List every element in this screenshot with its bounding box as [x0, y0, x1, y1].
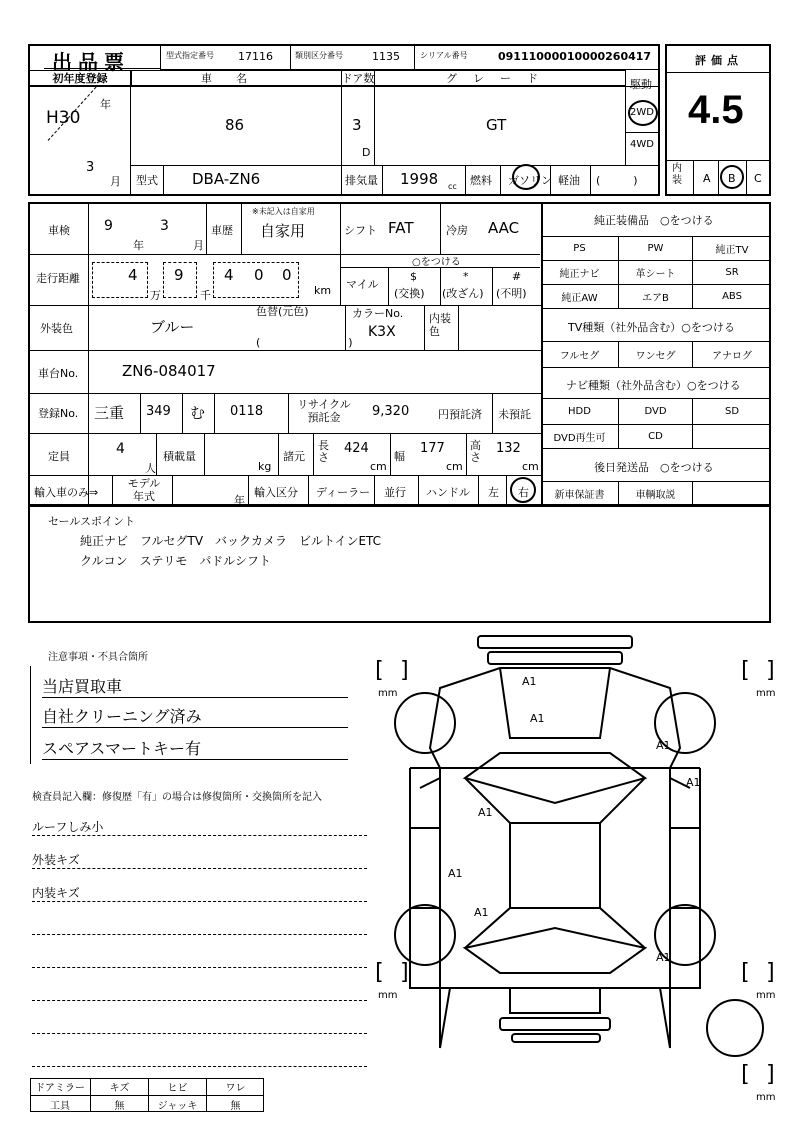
row1-bottom — [28, 254, 342, 255]
car-diagram — [370, 628, 780, 1098]
interior-sep-2 — [746, 160, 747, 196]
tread-unit-fl: mm — [378, 688, 398, 699]
exterior-label: 外装色 — [40, 322, 73, 335]
mileage-digit-2: 9 — [174, 266, 184, 284]
plate-region: 三重 — [94, 404, 125, 422]
dollar-sep — [440, 267, 441, 306]
damage-mark-3: A1 — [656, 739, 671, 752]
plate-sep-3 — [214, 393, 215, 433]
nav-title: ナビ種類（社外品含む）○をつける — [566, 379, 741, 392]
displacement-label: 排気量 — [345, 174, 378, 187]
inspector-line-3: 内装キズ — [32, 884, 367, 902]
color-no-value: K3X — [368, 324, 396, 340]
inspection-month: 3 — [160, 218, 169, 234]
equip-row3-3: ABS — [692, 284, 771, 308]
plate-sep-2 — [182, 393, 183, 433]
plate-number: 0118 — [230, 404, 264, 419]
width-sep — [390, 433, 391, 475]
score-value: 4.5 — [688, 88, 744, 132]
row3-bottom — [28, 350, 541, 351]
handle-selected-circle — [510, 477, 536, 503]
serial-value: 09111000010000260417 — [498, 50, 652, 63]
reg-row-sep — [130, 165, 660, 166]
bottom-header-cell-3: ヒビ — [148, 1078, 206, 1095]
extra-option-1: DVD再生可 — [541, 424, 618, 448]
inspection-month-unit: 月 — [193, 239, 204, 252]
mileage-digit-5: 0 — [282, 266, 292, 284]
dealer-label: ディーラー — [316, 486, 371, 499]
model-sep — [341, 165, 342, 196]
history-value: 自家用 — [260, 222, 306, 240]
orig-color-label: 色替(元色) — [256, 305, 309, 318]
history-note: ※未記入は自家用 — [252, 207, 315, 216]
interior-sep-1 — [718, 160, 719, 196]
star-sep — [492, 267, 493, 306]
parallel-label: 並行 — [384, 486, 406, 499]
notes-label: 注意事項・不具合箇所 — [48, 652, 148, 663]
drive-2wd: 2WD — [630, 107, 654, 118]
reg-label-bottom — [28, 86, 660, 87]
page-title: 出品票 — [52, 50, 130, 74]
bottom-header-cell-4: ワレ — [206, 1078, 264, 1095]
plate-sep-5 — [492, 393, 493, 433]
chassis-label: 車台No. — [38, 367, 79, 380]
length-unit: cm — [370, 460, 387, 473]
grade-value: GT — [486, 116, 507, 134]
displacement-value: 1998 — [400, 170, 439, 188]
tread-bracket-spare: [ ] — [738, 1062, 778, 1087]
right-label: 右 — [518, 486, 529, 499]
mileage-sen-unit: 千 — [200, 289, 211, 302]
star-sub: (改ざん) — [442, 287, 484, 300]
extra-option-3 — [692, 424, 771, 448]
tv-option-1: フルセグ — [541, 341, 618, 367]
inspection-label-sep — [88, 202, 89, 506]
plate-label: 登録No. — [38, 407, 79, 420]
tread-unit-rl: mm — [378, 990, 398, 1001]
mile-label: マイル — [346, 278, 379, 291]
left-sep — [478, 475, 479, 506]
drive-selected-circle — [628, 100, 658, 126]
car-name-value: 86 — [225, 116, 245, 134]
width-label: 幅 — [394, 450, 405, 463]
note-line-3: スペアスマートキー有 — [42, 736, 348, 760]
tv-option-3: アナログ — [692, 341, 771, 367]
equip-row2-3: SR — [692, 260, 771, 284]
height-label: 高さ — [470, 439, 481, 464]
interior-color-sep — [424, 305, 425, 351]
load-unit: kg — [258, 460, 272, 473]
doors-suffix: D — [362, 146, 371, 159]
recycle-unit: 円預託済 — [438, 408, 482, 421]
inspector-label: 検査員記入欄：修復歴「有」の場合は修復箇所・交換箇所を記入 — [32, 792, 322, 803]
ac-label: 冷房 — [446, 224, 468, 237]
reg-col-sep-1 — [130, 70, 131, 196]
equip-row1-2: PW — [618, 236, 692, 260]
bottom-header-cell-2: キズ — [90, 1078, 148, 1095]
diesel-paren: ( ) — [596, 174, 638, 187]
first-reg-label: 初年度登録 — [28, 70, 132, 86]
left-label: 左 — [488, 486, 499, 499]
damage-mark-7: A1 — [474, 906, 489, 919]
parallel-sep — [374, 475, 375, 506]
exterior-color-value: ブルー — [150, 318, 195, 336]
category-label: 類別区分番号 — [295, 51, 343, 60]
bottom-row-cell-1: 工具 — [30, 1095, 90, 1112]
equip-row1-3: 純正TV — [692, 236, 771, 260]
import-type-label: 輸入区分 — [254, 486, 298, 499]
interior-c: C — [754, 172, 762, 185]
height-sep — [466, 433, 467, 475]
mileage-digit-box-1 — [92, 262, 148, 298]
inspector-line-6 — [32, 983, 367, 1001]
first-reg-era: H30 — [46, 108, 81, 128]
orig-color-paren: ( ) — [256, 336, 353, 349]
dollar-label: $ — [410, 270, 417, 283]
diesel-label-sep — [590, 165, 591, 196]
hash-label: # — [512, 270, 522, 283]
interior-color-label: 内装色 — [429, 312, 451, 338]
model-label-sep — [163, 165, 164, 196]
inspector-line-4 — [32, 917, 367, 935]
sales-points-line-1: 純正ナビ フルセグTV バックカメラ ビルトインETC — [80, 534, 382, 548]
handle-label: ハンドル — [426, 486, 470, 499]
right-sep — [506, 475, 507, 506]
displacement-unit: cc — [448, 182, 457, 191]
score-label-sep — [665, 72, 771, 73]
bottom-row-cell-3: ジャッキ — [148, 1095, 206, 1112]
ac-sep — [440, 202, 441, 254]
model-label: 型式 — [136, 174, 158, 187]
recycle-label: リサイクル預託金 — [297, 398, 351, 424]
displacement-label-sep — [382, 165, 383, 196]
car-name-label: 車名 — [130, 70, 342, 86]
mileage-digit-4: 0 — [254, 266, 264, 284]
fuel-selected-circle — [512, 164, 540, 190]
height-value: 132 — [496, 441, 521, 456]
serial-label: シリアル番号 — [420, 51, 468, 60]
damage-mark-8: A1 — [656, 951, 671, 964]
equip-row2-1: 純正ナビ — [541, 260, 618, 284]
inspection-label: 車検 — [48, 224, 70, 237]
dims-label-sep — [313, 433, 314, 475]
plate-class: 349 — [146, 404, 171, 419]
mileage-circle-note: ○をつける — [412, 257, 461, 268]
import-label: 輸入車のみ⇒ — [34, 486, 99, 499]
month-unit: 月 — [110, 175, 121, 188]
note-line-1: 当店買取車 — [42, 674, 348, 698]
damage-mark-2: A1 — [530, 712, 545, 725]
inspection-year: 9 — [104, 218, 113, 234]
drive-label: 駆動 — [630, 78, 652, 91]
model-year-label: モデル年式 — [127, 477, 161, 503]
tread-unit-fr: mm — [756, 688, 776, 699]
capacity-value: 4 — [116, 441, 125, 457]
note-line-2: 自社クリーニング済み — [42, 704, 348, 728]
capacity-sep — [156, 433, 157, 475]
score-label: 評価点 — [695, 54, 743, 67]
tread-bracket-fr: [ ] — [738, 658, 778, 683]
recycle-amount: 9,320 — [372, 404, 410, 419]
doors-label: ドア数 — [341, 72, 375, 85]
damage-mark-4: A1 — [686, 776, 701, 789]
tv-section-top — [541, 308, 771, 309]
bottom-row-cell-2: 無 — [90, 1095, 148, 1112]
fuel-label-sep — [500, 165, 501, 196]
equip-row2-2: 革シート — [618, 260, 692, 284]
dollar-sub: (交換) — [394, 287, 425, 300]
import-year-unit: 年 — [234, 494, 245, 507]
diesel-label: 軽油 — [558, 174, 580, 187]
width-unit: cm — [446, 460, 463, 473]
mile-sep — [388, 267, 389, 306]
category-value: 1135 — [372, 50, 400, 63]
mileage-man-unit: 万 — [150, 289, 161, 302]
bottom-header-cell-1: ドアミラー — [35, 1083, 85, 1094]
chassis-value: ZN6-084017 — [122, 362, 216, 380]
damage-mark-6: A1 — [448, 867, 463, 880]
capacity-label: 定員 — [48, 450, 70, 463]
row5-bottom — [28, 433, 541, 434]
tv-title: TV種類（社外品含む）○をつける — [568, 321, 735, 334]
fuel-label: 燃料 — [470, 174, 492, 187]
row6-bottom — [28, 475, 541, 476]
later-option-3 — [692, 481, 771, 505]
later-option-1: 新車保証書 — [541, 481, 618, 505]
extra-option-2: CD — [618, 424, 692, 448]
plate-kana: む — [190, 404, 206, 422]
mileage-digit-3: 4 — [224, 266, 234, 284]
inspector-line-5 — [32, 950, 367, 968]
sales-points-label: セールスポイント — [48, 515, 136, 528]
inspector-line-2: 外装キズ — [32, 851, 367, 869]
tread-bracket-fl: [ ] — [372, 658, 412, 683]
load-label-sep — [204, 433, 205, 475]
model-value: DBA-ZN6 — [192, 170, 261, 188]
later-option-2: 車輌取説 — [618, 481, 692, 505]
inspector-line-1: ルーフしみ小 — [32, 818, 367, 836]
inspector-line-8 — [32, 1049, 367, 1067]
history-label: 車歴 — [211, 224, 233, 237]
tread-bracket-rr: [ ] — [738, 960, 778, 985]
star-label: * — [463, 270, 469, 283]
later-title: 後日発送品 ○をつける — [594, 461, 714, 474]
mileage-label: 走行距離 — [36, 272, 80, 285]
fuel-sep — [550, 165, 551, 196]
equip-row3-1: 純正AW — [541, 284, 618, 308]
interior-selected-circle — [720, 165, 744, 189]
color-no-label: カラーNo. — [352, 307, 404, 320]
sales-points-line-2: クルコン ステリモ パドルシフト — [80, 554, 271, 568]
damage-mark-5: A1 — [478, 806, 493, 819]
load-label: 積載量 — [163, 450, 196, 463]
inspection-year-unit: 年 — [133, 239, 144, 252]
interior-label: 内装 — [672, 163, 682, 186]
recycle-unpaid: 未預託 — [498, 408, 531, 421]
damage-mark-1: A1 — [522, 675, 537, 688]
displacement-sep — [465, 165, 466, 196]
interior-color-val-sep — [458, 305, 459, 351]
grade-label: グレード — [374, 70, 626, 86]
plate-sep-1 — [140, 393, 141, 433]
row4-bottom — [28, 393, 541, 394]
shift-value: FAT — [388, 219, 414, 237]
header-sep-2 — [414, 44, 415, 70]
doors-value: 3 — [352, 116, 362, 134]
interior-a: A — [703, 172, 711, 185]
bottom-row-cell-4: 無 — [206, 1095, 264, 1112]
drive-sep — [625, 132, 660, 133]
history-label-sep — [241, 202, 242, 254]
equip-row1-1: PS — [541, 236, 618, 260]
type-designation-value: 17116 — [238, 50, 273, 63]
nav-option-3: SD — [692, 398, 771, 424]
first-reg-month: 3 — [86, 160, 95, 175]
tread-bracket-rl: [ ] — [372, 960, 412, 985]
nav-option-2: DVD — [618, 398, 692, 424]
import-type-sep — [248, 475, 249, 506]
height-unit: cm — [522, 460, 539, 473]
mileage-km-unit: km — [314, 284, 332, 297]
color-no-sep — [345, 305, 346, 351]
dims-sep — [278, 433, 279, 475]
ac-value: AAC — [488, 219, 520, 237]
drive-4wd: 4WD — [630, 139, 654, 150]
later-section-top — [541, 448, 771, 449]
handle-sep — [418, 475, 419, 506]
fuel-value: ガソリン — [508, 174, 552, 187]
tread-unit-spare: mm — [756, 1092, 776, 1103]
interior-b: B — [728, 172, 736, 185]
history-sep — [206, 202, 207, 254]
reg-col-sep-2 — [341, 70, 342, 166]
length-label: 長さ — [318, 439, 329, 464]
import-label-sep — [112, 475, 113, 506]
tv-option-2: ワンセグ — [618, 341, 692, 367]
year-unit: 年 — [100, 98, 111, 111]
shift-label: シフト — [344, 224, 377, 237]
dealer-sep — [308, 475, 309, 506]
type-designation-label: 型式指定番号 — [166, 51, 214, 60]
header-underline — [44, 68, 160, 69]
length-value: 424 — [344, 441, 369, 456]
inspector-line-7 — [32, 1016, 367, 1034]
dims-label: 諸元 — [283, 450, 305, 463]
interior-label-sep — [693, 160, 694, 196]
mileage-digit-1: 4 — [128, 266, 138, 284]
header-sep-1 — [290, 44, 291, 70]
tread-unit-rr: mm — [756, 990, 776, 1001]
plate-sep-4 — [288, 393, 289, 433]
nav-option-1: HDD — [541, 398, 618, 424]
equipment-title: 純正装備品 ○をつける — [594, 214, 714, 227]
width-value: 177 — [420, 441, 445, 456]
capacity-unit: 人 — [145, 462, 156, 475]
hash-sub: (不明) — [496, 287, 527, 300]
equip-row3-2: エアB — [618, 284, 692, 308]
model-year-sep — [172, 475, 173, 506]
nav-section-top — [541, 367, 771, 368]
